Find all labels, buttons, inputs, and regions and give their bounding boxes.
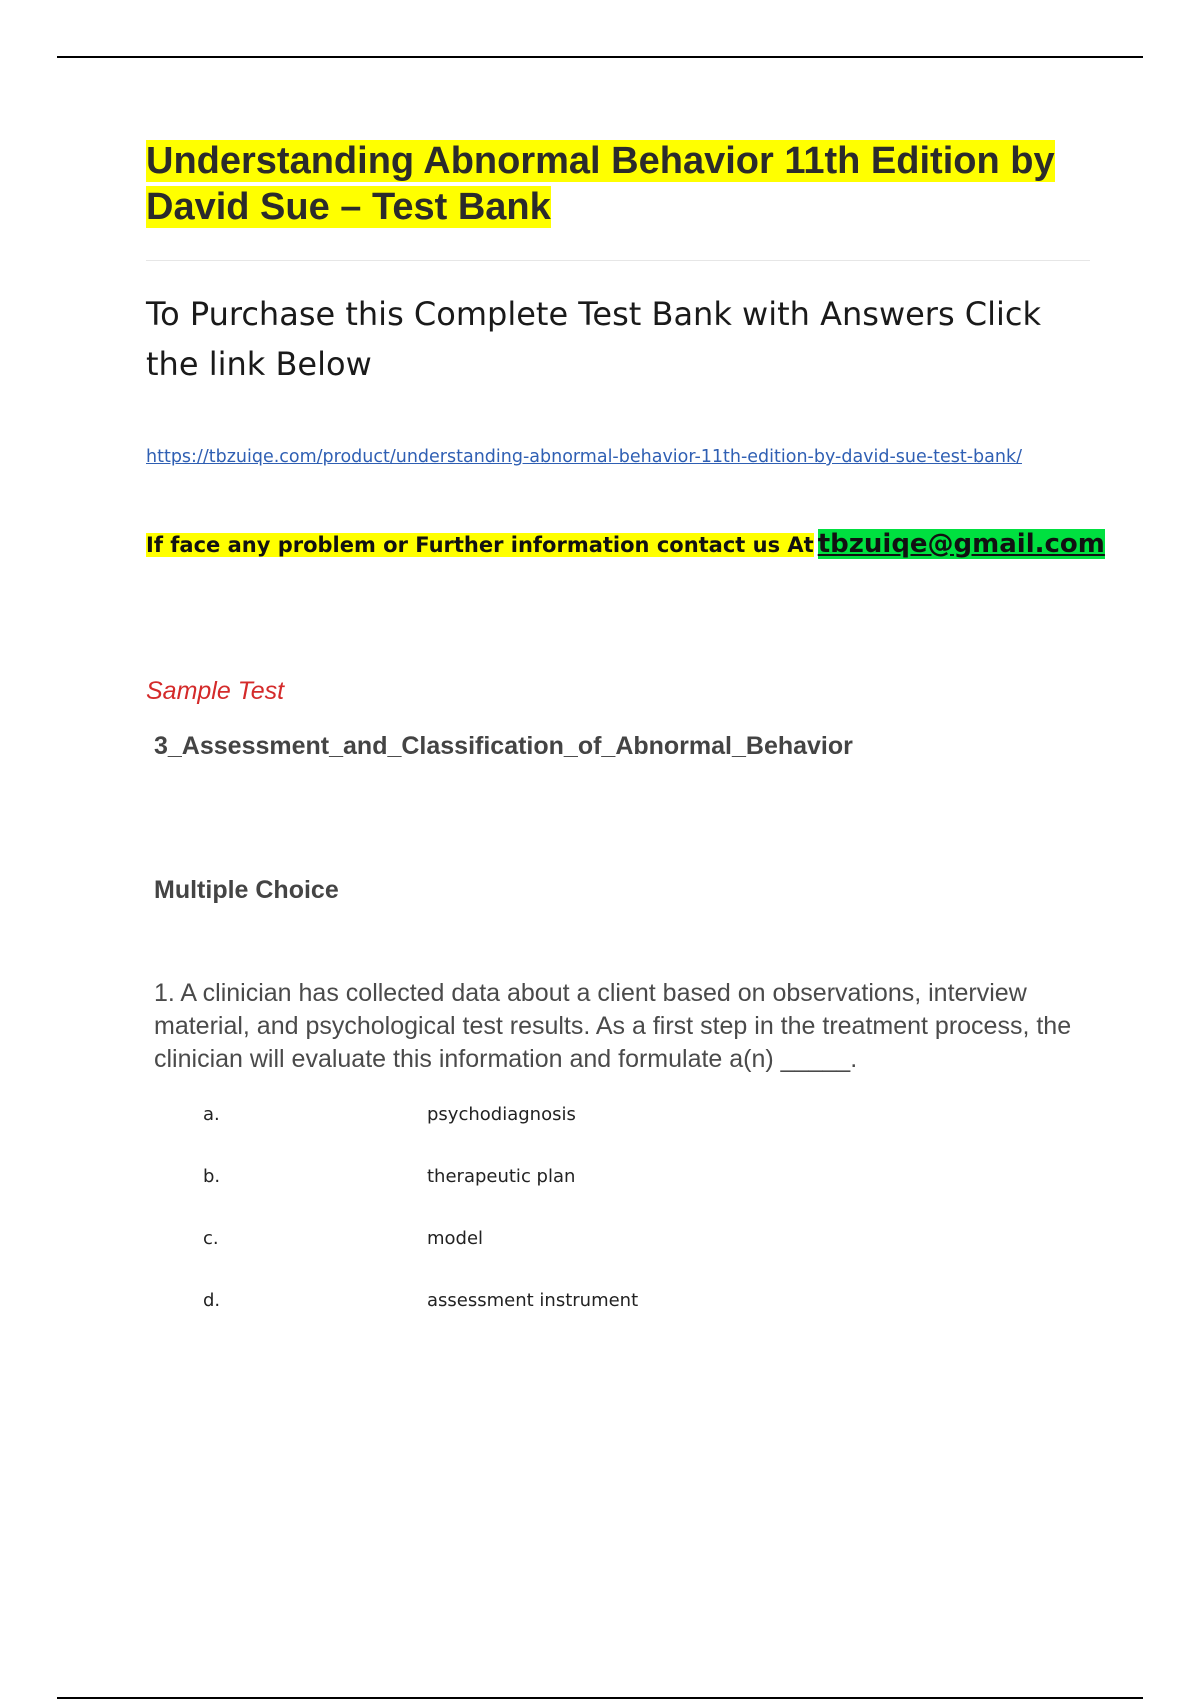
option-text: psychodiagnosis	[427, 1104, 576, 1125]
option-letter: a.	[203, 1104, 220, 1125]
option-text: therapeutic plan	[427, 1166, 576, 1187]
purchase-text: To Purchase this Complete Test Bank with Answers Click the link Below	[146, 295, 1042, 383]
top-page-rule	[57, 56, 1143, 58]
document-title	[146, 138, 1090, 230]
chapter-heading: 3_Assessment_and_Classification_of_Abnormal_Behavior	[154, 732, 853, 760]
option-b	[146, 1158, 1090, 1220]
bottom-page-rule	[57, 1697, 1143, 1699]
contact-line	[146, 529, 1105, 559]
option-text: assessment instrument	[427, 1290, 639, 1311]
document-body	[146, 138, 1105, 1344]
option-letter: c.	[203, 1228, 219, 1249]
option-letter: b.	[203, 1166, 221, 1187]
option-a	[146, 1096, 1090, 1158]
sample-test-label: Sample Test	[146, 677, 285, 705]
option-letter: d.	[203, 1290, 221, 1311]
contact-text: If face any problem or Further information contact us At	[146, 533, 814, 557]
question-text: 1. A clinician has collected data about a client based on observations, interview material, and psychological test results. As a first step in the treatment process, the clinician will evaluate this information and formulate a(n) _____.	[154, 979, 1072, 1073]
option-c	[146, 1220, 1090, 1282]
title-line-2: David Sue – Test Bank	[146, 186, 551, 228]
section-heading: Multiple Choice	[154, 876, 339, 904]
title-line-1: Understanding Abnormal Behavior 11th Edition by	[146, 140, 1055, 182]
email-link[interactable]: tbzuiqe@gmail.com	[817, 529, 1105, 559]
product-link[interactable]: https://tbzuiqe.com/product/understanding-abnormal-behavior-11th-edition-by-david-sue-test-bank/	[146, 447, 1022, 467]
option-d	[146, 1282, 1090, 1344]
title-divider	[146, 260, 1090, 261]
answer-options	[146, 1096, 1090, 1344]
option-text: model	[427, 1228, 484, 1249]
